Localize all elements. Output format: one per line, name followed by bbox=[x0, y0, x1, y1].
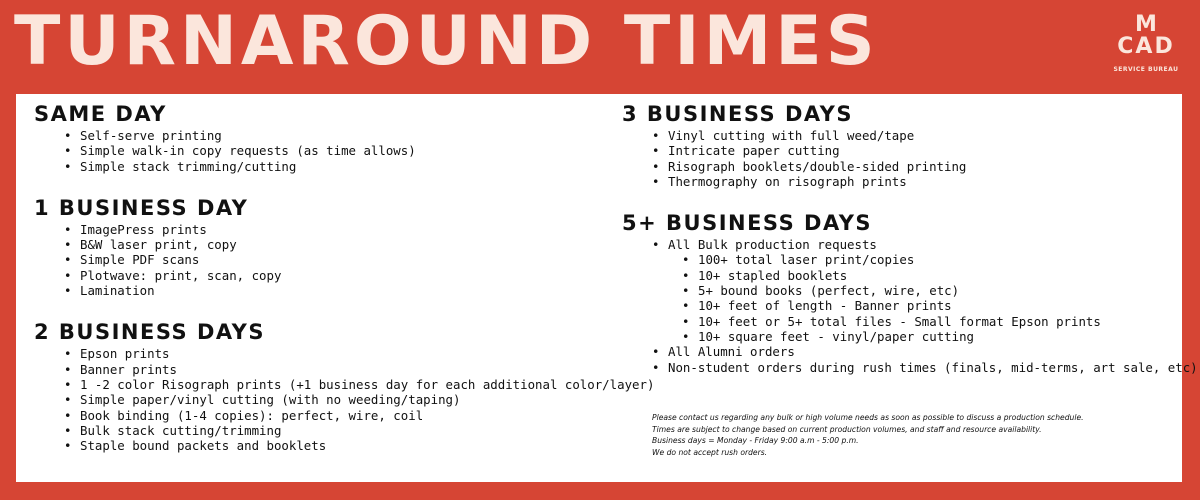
list-item-bulk bbox=[650, 237, 1178, 344]
bulk-sub-list bbox=[668, 252, 1178, 344]
sub-list-item: • 10+ stapled booklets bbox=[680, 268, 1178, 283]
item-list bbox=[622, 237, 1198, 375]
section-heading: 3 BUSINESS DAYS bbox=[622, 102, 853, 126]
section-5-plus-business-days bbox=[622, 209, 1198, 375]
sub-list-item: • 5+ bound books (perfect, wire, etc) bbox=[680, 283, 1178, 298]
sub-list-item: • 100+ total laser print/copies bbox=[680, 252, 1178, 267]
list-item: • Simple PDF scans bbox=[62, 252, 614, 267]
section-3-business-days bbox=[622, 100, 1178, 189]
list-item: • Simple stack trimming/cutting bbox=[62, 159, 614, 174]
page-title: TURNAROUND TIMES bbox=[14, 2, 879, 81]
list-item: • ImagePress prints bbox=[62, 222, 614, 237]
list-item: • Thermography on risograph prints bbox=[650, 174, 1178, 189]
footnote-line: Times are subject to change based on current production volumes, and staff and resource availability. bbox=[652, 424, 1042, 434]
content-panel bbox=[16, 94, 1198, 482]
list-item: • Banner prints bbox=[62, 362, 614, 377]
list-item: • Risograph booklets/double-sided printing bbox=[650, 159, 1178, 174]
list-item: • Bulk stack cutting/trimming bbox=[62, 423, 614, 438]
list-item: • Epson prints bbox=[62, 346, 614, 361]
list-item: • Intricate paper cutting bbox=[650, 143, 1178, 158]
logo-line-2: CAD bbox=[1117, 34, 1175, 59]
sub-list-item: • 10+ feet of length - Banner prints bbox=[680, 298, 1178, 313]
list-item: • Staple bound packets and booklets bbox=[62, 438, 614, 453]
list-item: • Lamination bbox=[62, 283, 614, 298]
section-heading: 5+ BUSINESS DAYS bbox=[622, 211, 873, 236]
list-item: • All Alumni orders bbox=[650, 344, 1178, 359]
logo-line-1: M bbox=[1135, 12, 1157, 37]
list-item: • Simple walk-in copy requests (as time allows) bbox=[62, 143, 614, 158]
section-2-business-days bbox=[34, 318, 655, 454]
bulk-label: All Bulk production requests bbox=[668, 237, 877, 253]
list-item: • Self-serve printing bbox=[62, 128, 614, 143]
footnotes bbox=[652, 412, 1172, 458]
item-list bbox=[34, 128, 614, 174]
item-list bbox=[34, 346, 655, 454]
section-heading: 2 BUSINESS DAYS bbox=[34, 320, 265, 345]
list-item: • Non-student orders during rush times (finals, mid-terms, art sale, etc) bbox=[650, 360, 1178, 375]
section-heading: SAME DAY bbox=[34, 102, 167, 126]
section-1-business-day bbox=[34, 194, 614, 298]
section-same-day bbox=[34, 100, 614, 174]
list-item: • 1 -2 color Risograph prints (+1 business day for each additional color/layer) bbox=[62, 377, 614, 392]
sub-list-item: • 10+ square feet - vinyl/paper cutting bbox=[680, 329, 1178, 344]
item-list bbox=[34, 222, 614, 298]
footnote-line: Please contact us regarding any bulk or high volume needs as soon as possible to discuss a production schedule. bbox=[652, 413, 1084, 422]
right-column bbox=[622, 100, 1198, 395]
footnote-line: Business days = Monday - Friday 9:00 a.m - 5:00 p.m. bbox=[652, 436, 859, 445]
list-item: • Plotwave: print, scan, copy bbox=[62, 268, 614, 283]
list-item: • Book binding (1-4 copies): perfect, wire, coil bbox=[62, 408, 614, 423]
left-column bbox=[34, 100, 655, 473]
list-item: • Vinyl cutting with full weed/tape bbox=[650, 128, 1178, 143]
mcad-logo bbox=[1108, 14, 1184, 73]
footnote-line: We do not accept rush orders. bbox=[652, 447, 768, 457]
sub-list-item: • 10+ feet or 5+ total files - Small format Epson prints bbox=[680, 314, 1178, 329]
section-heading: 1 BUSINESS DAY bbox=[34, 195, 249, 220]
list-item: • Simple paper/vinyl cutting (with no weeding/taping) bbox=[62, 392, 614, 407]
list-item: • B&W laser print, copy bbox=[62, 237, 614, 252]
logo-subtitle: SERVICE BUREAU bbox=[1113, 66, 1179, 73]
item-list bbox=[622, 128, 1178, 189]
